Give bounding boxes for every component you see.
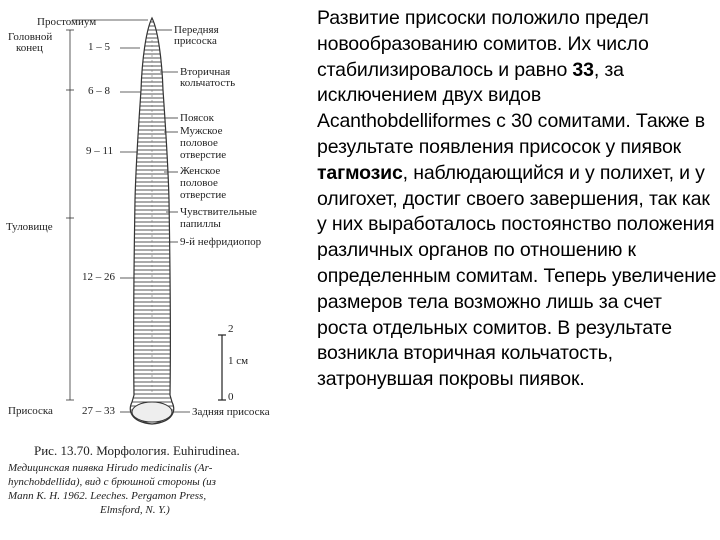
rear-sucker <box>132 402 172 422</box>
scale-bar <box>218 335 226 400</box>
text-part-1: Развитие присоски положило предел новообразованию сомитов. Их число стабилизировалось и равно <box>317 7 649 81</box>
label-sucker: Присоска <box>8 405 53 417</box>
bracket-lines <box>66 20 190 412</box>
range-1-5: 1 – 5 <box>88 41 110 53</box>
text-part-2: , за исключением двух видов Acanthobdelliformes с 30 сомитами. Также в результате появления присосок у пиявок <box>317 58 705 158</box>
leech-morphology-figure <box>0 0 305 540</box>
scale-bottom: 0 <box>228 391 234 403</box>
label-female-1: Женское <box>180 165 221 177</box>
scale-top: 2 <box>228 323 234 335</box>
leech-drawing <box>0 0 305 540</box>
range-6-8: 6 – 8 <box>88 85 110 97</box>
label-trunk: Туловище <box>6 221 53 233</box>
label-female-2: половое <box>180 177 218 189</box>
term-tagmosis: тагмозис <box>317 161 403 184</box>
range-9-11: 9 – 11 <box>86 145 114 157</box>
label-male-1: Мужское <box>180 125 223 137</box>
label-female-3: отверстие <box>180 189 227 201</box>
figure-caption-line4: Elmsford, N. Y.) <box>100 504 170 516</box>
label-annulation-2: кольчатость <box>180 77 236 89</box>
somite-count: 33 <box>572 58 594 81</box>
figure-caption-line2: hynchobdellida), вид с брюшной стороны (из <box>8 476 216 488</box>
range-12-26: 12 – 26 <box>82 271 115 283</box>
label-prostomium: Простомиум <box>37 16 97 28</box>
figure-caption-line1: Медицинская пиявка Hirudo medicinalis (Ar- <box>8 462 213 474</box>
label-head-end-1: Головной <box>8 31 53 43</box>
label-papillae-1: Чувствительные <box>180 206 257 218</box>
text-part-3: , наблюдающийся и у полихет, и у олигохет, достиг своего завершения, так как у них выработалось постоянство положения различных органов по отношению к определенным сомитам. Теперь увеличение размеров тела возможно лишь за счет роста отдельных сомитов. В результате возникла вторичная кольчатость, затронувшая покровы пиявок. <box>317 161 717 391</box>
label-front-sucker-1: Передняя <box>174 24 219 36</box>
figure-caption-title: Рис. 13.70. Морфология. Euhirudinea. <box>34 443 240 458</box>
label-head-end-2: конец <box>16 42 43 54</box>
label-annulation-1: Вторичная <box>180 66 231 78</box>
scale-mid: 1 см <box>228 355 249 367</box>
label-male-2: половое <box>180 137 218 149</box>
body-paragraph <box>317 6 717 393</box>
label-front-sucker-2: присоска <box>174 35 217 47</box>
label-clitellum: Поясок <box>180 112 215 124</box>
figure-caption-line3: Mann K. H. 1962. Leeches. Pergamon Press, <box>8 490 207 502</box>
label-papillae-2: папиллы <box>180 218 221 230</box>
body-text <box>317 6 717 393</box>
label-male-3: отверстие <box>180 149 227 161</box>
range-27-33: 27 – 33 <box>82 405 115 417</box>
label-rear-sucker: Задняя присоска <box>192 406 270 418</box>
label-nephridiopore: 9-й нефридиопор <box>180 236 262 248</box>
